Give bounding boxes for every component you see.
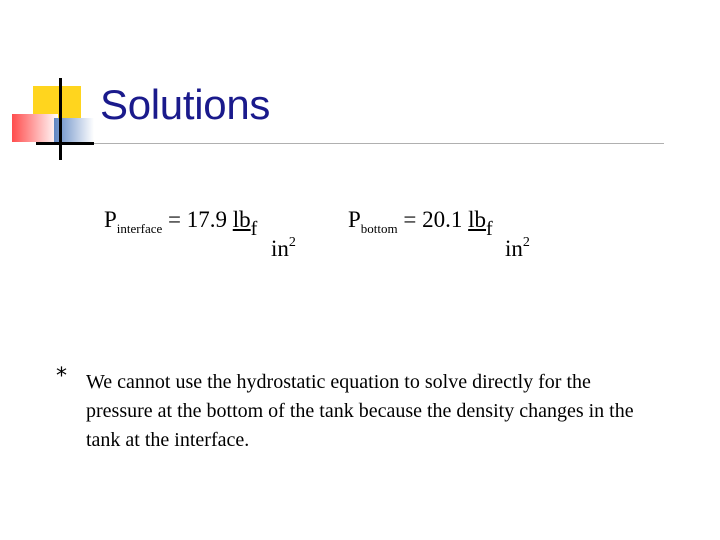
eq-symbol: P [104, 207, 117, 232]
deco-horizontal-rule-dark [36, 142, 94, 145]
equation-p-bottom [348, 207, 530, 261]
eq-subscript: bottom [360, 221, 398, 236]
eq-unit-numerator-sub: f [486, 218, 493, 240]
eq-subscript: interface [116, 221, 163, 236]
deco-horizontal-rule-light [94, 143, 664, 144]
eq-unit-numerator-sub: f [250, 218, 258, 240]
eq-unit-denominator: $in^2$ [271, 235, 296, 261]
eq-value: 20.1 [422, 207, 463, 232]
deco-red-bar [12, 114, 58, 142]
eq-unit-numerator: lb [468, 207, 487, 232]
eq-unit-denominator-sup: 2 [522, 235, 530, 250]
eq-operator: = [397, 207, 423, 232]
eq-unit-numerator: lb [232, 207, 251, 232]
bullet-text: We cannot use the hydrostatic equation to solve directly for the pressure at the bottom of the tank because the density changes in the tank at the interface. [86, 371, 634, 451]
eq-value: 17.9 [186, 207, 227, 232]
slide-title: Solutions [100, 81, 271, 128]
eq-symbol: P [348, 207, 361, 232]
eq-unit-denominator-sup: 2 [288, 235, 296, 250]
asterisk-bullet-icon: * [56, 364, 67, 389]
eq-unit-denominator: $in^2$ [505, 235, 530, 261]
equation-p-interface [104, 207, 296, 261]
deco-vertical-rule [59, 78, 62, 160]
eq-operator: = [162, 207, 187, 232]
